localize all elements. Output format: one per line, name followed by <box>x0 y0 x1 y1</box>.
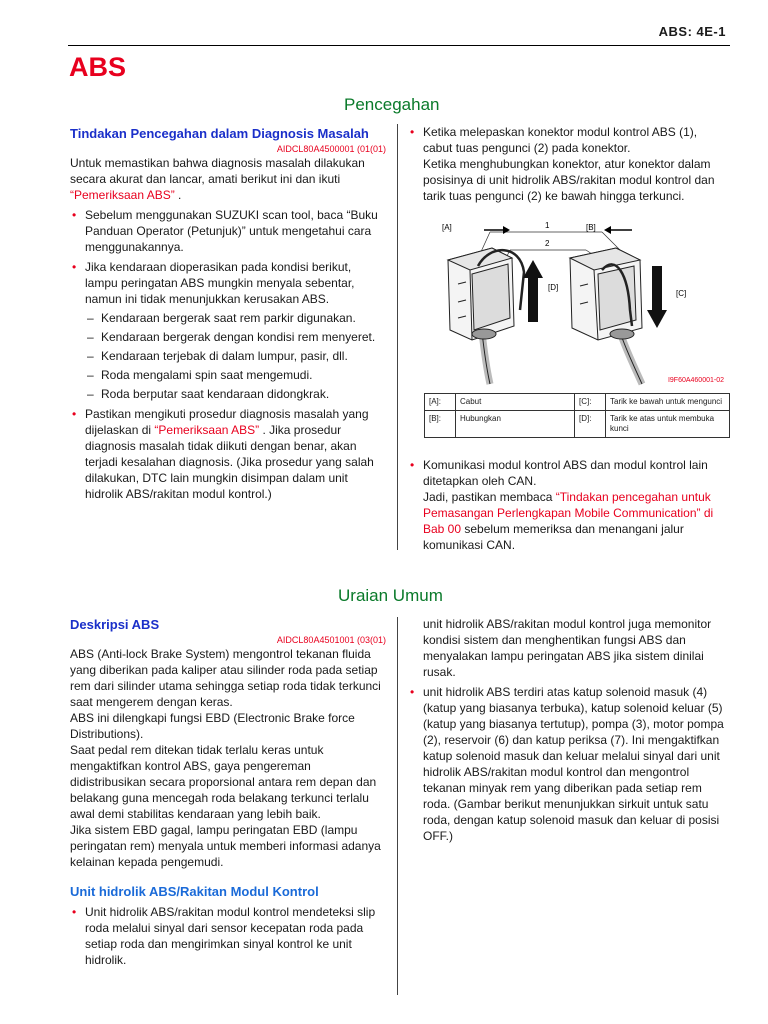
column-divider <box>397 124 398 550</box>
can-communication-note <box>408 457 726 553</box>
list-item: – Kendaraan bergerak dengan kondisi rem menyeret. <box>85 329 386 345</box>
figure-code: I9F60A460001-02 <box>667 377 724 384</box>
link-pemeriksaan-abs-2[interactable]: “Pemeriksaan ABS” <box>154 423 260 437</box>
intro-end: . <box>174 188 182 202</box>
left-column-precautions <box>70 126 386 502</box>
list-item-text: Pastikan mengikuti prosedur diagnosis masalah yang dijelaskan di <box>85 407 369 437</box>
connector-list <box>408 124 726 204</box>
left-column-description <box>70 617 386 968</box>
intro-paragraph <box>70 155 386 203</box>
list-item <box>70 259 386 402</box>
section-title-uraian: Uraian Umum <box>338 586 443 605</box>
list-item-text: Jika kendaraan dioperasikan pada kondisi berikut, lampu peringatan ABS mungkin menyala sebentar, namun ini tidak menunjukkan kerusakan ABS. <box>85 260 355 306</box>
figure-legend <box>424 393 730 438</box>
legend-value: Tarik ke bawah untuk mengunci <box>606 394 730 411</box>
header-rule <box>68 45 730 46</box>
link-tindakan-pencegahan[interactable]: “Tindakan pencegahan untuk Pemasangan Perlengkapan Mobile Communication” di Bab 00 <box>423 490 714 536</box>
figure-label-c: [C] <box>676 289 687 298</box>
list-item: – Kendaraan terjebak di dalam lumpur, pasir, dll. <box>85 348 386 364</box>
list-item-text: • Ketika melepaskan konektor modul kontrol ABS (1), cabut tuas pengunci (2) pada konektor. <box>423 125 698 155</box>
table-row <box>425 394 730 411</box>
list-item-text: . Jika prosedur diagnosis masalah tidak diikuti dengan benar, akan terjadi kesalahan diagnosis. (Jika prosedur yang salah dilakukan, DTC lain mungkin disimpan dalam unit hidrolik ABS/rakitan modul kontrol.) <box>85 423 374 501</box>
figure-label-a: [A] <box>442 223 452 232</box>
legend-key: [D]: <box>575 411 606 438</box>
legend-key: [B]: <box>425 411 456 438</box>
paragraph: Saat pedal rem ditekan tidak terlalu keras untuk mengaktifkan kontrol ABS, gaya pengereman didistribusikan secara proporsional antara rem depan dan belakang guna mencegah roda belakang terkunci terlalu awal demi stabilitas kendaraan yang lebih baik. <box>70 743 377 821</box>
condition-list <box>85 310 386 402</box>
precaution-list <box>70 207 386 502</box>
list-item-text: • Komunikasi modul kontrol ABS dan modul kontrol lain ditetapkan oleh CAN. <box>423 458 708 488</box>
legend-value: Tarik ke atas untuk membuka kunci <box>606 411 730 438</box>
legend-key: [C]: <box>575 394 606 411</box>
arrow-down-icon <box>647 266 667 328</box>
table-row <box>425 411 730 438</box>
list-item-text: sebelum memeriksa dan menangani jalur komunikasi CAN. <box>423 522 684 552</box>
list-item: – Kendaraan bergerak saat rem parkir digunakan. <box>85 310 386 326</box>
document-code: AIDCL80A4500001 (01(01) <box>276 144 386 154</box>
list-item <box>408 124 726 204</box>
connector-right <box>570 248 642 384</box>
list-item-text <box>423 489 726 553</box>
list-item: – Roda berputar saat kendaraan didongkrak. <box>85 386 386 402</box>
figure-label-b: [B] <box>586 223 596 232</box>
list-item-text: Ketika menghubungkan konektor, atur konektor dalam posisinya di unit hidrolik ABS/rakitan modul kontrol dan tarik tuas pengunci (2) ke bawah hingga terkunci. <box>423 157 715 203</box>
list-item-text: Jadi, pastikan membaca <box>423 490 553 504</box>
paragraph: ABS ini dilengkapi fungsi EBD (Electronic Brake force Distributions). <box>70 711 355 741</box>
figure-label-2: 2 <box>545 239 550 248</box>
list-item <box>70 406 386 502</box>
section-title-pencegahan: Pencegahan <box>344 95 440 114</box>
column-divider <box>397 617 398 995</box>
paragraph: ABS (Anti-lock Brake System) mengontrol tekanan fluida yang diberikan pada kaliper atau silinder roda pada setiap rem dari silinder utama sehingga setiap roda tidak terkunci saat mengerem dengan keras. <box>70 647 381 709</box>
list-item: • unit hidrolik ABS terdiri atas katup solenoid masuk (4) (katup yang biasanya terbuka), katup solenoid keluar (5) (katup yang biasanya tertutup), pompa (3), motor pompa (2), reservoir (6) dan katup periksa (7). Ini mengaktifkan katup solenoid masuk dan keluar melalui sinyal dari unit hidrolik ABS/rakitan modul kontrol dan mengontrol tekanan minyak rem yang diberikan pada setiap rem roda. (Gambar berikut menunjukkan sirkuit untuk satu roda, dengan katup solenoid masuk dan keluar di posisi OFF.) <box>408 684 726 844</box>
page-reference: ABS: 4E-1 <box>658 24 726 39</box>
list-item: – Roda mengalami spin saat mengemudi. <box>85 367 386 383</box>
right-column-description <box>408 616 726 844</box>
legend-value: Hubungkan <box>456 411 575 438</box>
paragraph: Jika sistem EBD gagal, lampu peringatan EBD (lampu peringatan rem) menyala untuk memberi informasi adanya kelainan kepada pengemudi. <box>70 823 381 869</box>
legend-key: [A]: <box>425 394 456 411</box>
connector-left <box>448 248 524 384</box>
unit-components-list <box>408 684 726 844</box>
intro-text: Untuk memastikan bahwa diagnosis masalah dilakukan secara akurat dan lancar, amati berikut ini dan ikuti <box>70 156 365 186</box>
right-column-precautions <box>408 124 726 204</box>
list-item <box>408 457 726 553</box>
document-code: AIDCL80A4501001 (03(01) <box>276 635 386 645</box>
list-item: • Unit hidrolik ABS/rakitan modul kontrol mendeteksi slip roda melalui sinyal dari sensor kecepatan roda pada setiap roda dan mengirimkan sinyal kontrol ke unit hidrolik. <box>70 904 386 968</box>
subsection-title-unit-hidrolik: Unit hidrolik ABS/Rakitan Modul Kontrol <box>70 884 319 899</box>
can-list <box>408 457 726 553</box>
page-title: ABS <box>69 52 127 82</box>
arrow-up-icon <box>523 260 543 322</box>
connector-figure <box>420 214 724 386</box>
subsection-title-deskripsi: Deskripsi ABS <box>70 617 160 632</box>
subsection-title-diagnosis: Tindakan Pencegahan dalam Diagnosis Masalah <box>70 126 369 141</box>
paragraph: unit hidrolik ABS/rakitan modul kontrol juga memonitor kondisi sistem dan menghentikan fungsi ABS dan menyalakan lampu peringatan ABS jika sistem dinilai rusak. <box>423 617 712 679</box>
list-item: • Sebelum menggunakan SUZUKI scan tool, baca “Buku Panduan Operator (Petunjuk)” untuk mengetahui cara menggunakannya. <box>70 207 386 255</box>
unit-list <box>70 904 386 968</box>
figure-label-d: [D] <box>548 283 559 292</box>
link-pemeriksaan-abs[interactable]: “Pemeriksaan ABS” <box>70 188 175 202</box>
figure-label-1: 1 <box>545 221 550 230</box>
legend-value: Cabut <box>456 394 575 411</box>
